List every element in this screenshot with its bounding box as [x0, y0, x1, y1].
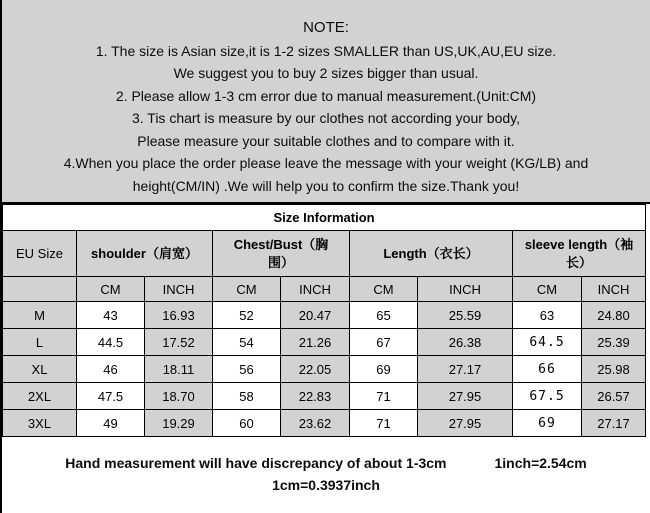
value-cell: 20.47 [281, 302, 350, 329]
value-cell: 26.57 [582, 383, 646, 410]
value-cell: 27.95 [418, 383, 513, 410]
note-line: 1. The size is Asian size,it is 1-2 sizes SMALLER than US,UK,AU,EU size. [95, 42, 557, 59]
note-line: We suggest you to buy 2 sizes bigger than usual. [173, 65, 479, 81]
note-line: height(CM/IN) .We will help you to confirm the size.Thank you! [132, 177, 520, 194]
footer-discrepancy-text: Hand measurement will have discrepancy of about 1-3cm [65, 455, 447, 471]
value-cell: 25.98 [582, 356, 646, 383]
value-cell: 69 [513, 410, 582, 437]
size-cell: 3XL [3, 410, 77, 437]
note-section [2, 0, 650, 204]
table-row-xl [3, 356, 646, 383]
value-cell: 25.39 [582, 329, 646, 356]
note-line: Please measure your suitable clothes and to compare with it. [137, 132, 515, 149]
value-cell: 54 [213, 329, 281, 356]
value-cell: 18.70 [145, 383, 213, 410]
value-cell: 63 [513, 302, 582, 329]
value-cell: 27.17 [582, 410, 646, 437]
col-header-shoulder: shoulder（肩宽） [77, 231, 213, 277]
value-cell: 27.17 [418, 356, 513, 383]
value-cell: 49 [77, 410, 145, 437]
value-cell: 23.62 [281, 410, 350, 437]
col-header-eu-size: EU Size [3, 231, 77, 277]
value-cell: 71 [350, 410, 418, 437]
col-header-chest-bust: Chest/Bust（胸围） [213, 231, 350, 277]
unit-header: INCH [281, 277, 350, 302]
value-cell: 67.5 [513, 383, 582, 410]
size-cell: XL [3, 356, 77, 383]
footer-line-2: 1cm=0.3937inch [272, 477, 380, 493]
value-cell: 67 [350, 329, 418, 356]
table-row-2xl [3, 383, 646, 410]
footer-note [2, 437, 650, 496]
value-cell: 19.29 [145, 410, 213, 437]
unit-header: INCH [418, 277, 513, 302]
value-cell: 44.5 [77, 329, 145, 356]
note-line: 4.When you place the order please leave the message with your weight (KG/LB) and [63, 155, 589, 171]
col-header-sleeve-length: sleeve length（袖长） [513, 231, 646, 277]
value-cell: 46 [77, 356, 145, 383]
unit-header: CM [213, 277, 281, 302]
table-row-3xl [3, 410, 646, 437]
unit-header-empty [3, 277, 77, 302]
footer-line-1 [2, 452, 650, 474]
note-line: 3. Tis chart is measure by our clothes not according your body, [131, 110, 521, 126]
unit-header: CM [77, 277, 145, 302]
unit-header: INCH [145, 277, 213, 302]
unit-header: INCH [582, 277, 646, 302]
table-row-l [3, 329, 646, 356]
value-cell: 69 [350, 356, 418, 383]
size-cell: L [3, 329, 77, 356]
value-cell: 56 [213, 356, 281, 383]
value-cell: 17.52 [145, 329, 213, 356]
value-cell: 18.11 [145, 356, 213, 383]
value-cell: 16.93 [145, 302, 213, 329]
value-cell: 71 [350, 383, 418, 410]
value-cell: 58 [213, 383, 281, 410]
value-cell: 65 [350, 302, 418, 329]
note-line: 2. Please allow 1-3 cm error due to manual measurement.(Unit:CM) [115, 87, 537, 104]
value-cell: 52 [213, 302, 281, 329]
unit-header: CM [513, 277, 582, 302]
size-table-title: Size Information [3, 205, 646, 231]
footer-inch-conversion: 1inch=2.54cm [494, 455, 587, 471]
note-title: NOTE: [303, 19, 349, 36]
col-header-length: Length（衣长） [350, 231, 513, 277]
value-cell: 47.5 [77, 383, 145, 410]
value-cell: 64.5 [513, 329, 582, 356]
unit-header: CM [350, 277, 418, 302]
size-table [2, 204, 646, 437]
value-cell: 22.05 [281, 356, 350, 383]
value-cell: 25.59 [418, 302, 513, 329]
value-cell: 26.38 [418, 329, 513, 356]
value-cell: 21.26 [281, 329, 350, 356]
size-cell: 2XL [3, 383, 77, 410]
value-cell: 27.95 [418, 410, 513, 437]
value-cell: 66 [513, 356, 582, 383]
value-cell: 60 [213, 410, 281, 437]
value-cell: 24.80 [582, 302, 646, 329]
value-cell: 22.83 [281, 383, 350, 410]
value-cell: 43 [77, 302, 145, 329]
size-cell: M [3, 302, 77, 329]
table-row-m [3, 302, 646, 329]
